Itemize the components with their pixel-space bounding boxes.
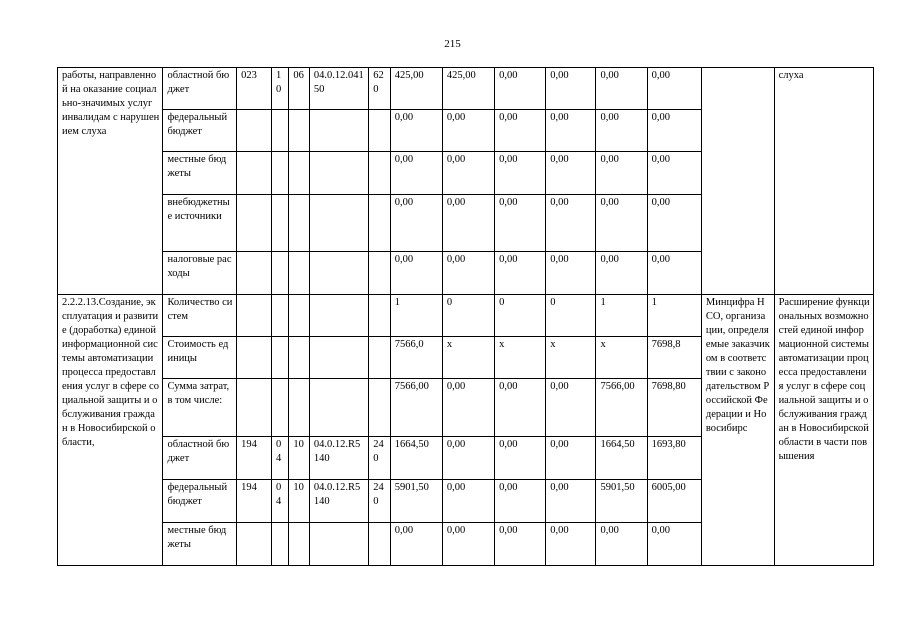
- rz-cell: 04: [271, 437, 288, 480]
- value-cell: 1: [596, 295, 647, 337]
- value-cell: x: [495, 337, 546, 379]
- value-cell: 0,00: [596, 110, 647, 152]
- pr-cell: [289, 195, 309, 252]
- value-cell: 0,00: [390, 195, 442, 252]
- value-cell: 0,00: [546, 195, 596, 252]
- vr-cell: 240: [369, 480, 391, 523]
- rz-cell: [271, 523, 288, 566]
- table-row: [58, 295, 874, 337]
- csr-cell: [309, 152, 368, 195]
- rz-cell: 10: [271, 68, 288, 110]
- csr-cell: 04.0.12.04150: [309, 68, 368, 110]
- value-cell: 0,00: [647, 68, 701, 110]
- value-cell: 0,00: [390, 110, 442, 152]
- executor-cell: [701, 68, 774, 295]
- csr-cell: [309, 110, 368, 152]
- csr-cell: 04.0.12.R5140: [309, 437, 368, 480]
- funding-source-cell: местные бюджеты: [163, 152, 237, 195]
- value-cell: 0,00: [495, 68, 546, 110]
- value-cell: 0: [442, 295, 494, 337]
- csr-cell: 04.0.12.R5140: [309, 480, 368, 523]
- value-cell: 0,00: [390, 252, 442, 295]
- value-cell: 0,00: [390, 523, 442, 566]
- table-row: [58, 68, 874, 110]
- rz-cell: [271, 195, 288, 252]
- value-cell: 0,00: [647, 523, 701, 566]
- pr-cell: [289, 379, 309, 437]
- vr-cell: [369, 110, 391, 152]
- value-cell: 0,00: [647, 152, 701, 195]
- value-cell: 1: [647, 295, 701, 337]
- program-table: [57, 67, 874, 566]
- vr-cell: [369, 252, 391, 295]
- pr-cell: [289, 110, 309, 152]
- pr-cell: [289, 295, 309, 337]
- funding-source-cell: местные бюджеты: [163, 523, 237, 566]
- gr-cell: [237, 295, 272, 337]
- activity-name-cell: 2.2.2.13.Создание, эксплуатация и развитие (доработка) единой информационной системы автоматизации процесса предоставления услуг в сфере социальной защиты и обслуживания граждан в Новосибирской области,: [58, 295, 163, 566]
- value-cell: 0,00: [596, 195, 647, 252]
- gr-cell: [237, 195, 272, 252]
- value-cell: 0,00: [546, 68, 596, 110]
- value-cell: 0,00: [495, 195, 546, 252]
- value-cell: x: [596, 337, 647, 379]
- gr-cell: [237, 110, 272, 152]
- value-cell: 0,00: [442, 195, 494, 252]
- value-cell: 0,00: [442, 152, 494, 195]
- funding-source-cell: областной бюджет: [163, 437, 237, 480]
- value-cell: 0,00: [442, 110, 494, 152]
- funding-source-cell: федеральный бюджет: [163, 110, 237, 152]
- value-cell: 0,00: [495, 437, 546, 480]
- rz-cell: [271, 152, 288, 195]
- value-cell: 0,00: [495, 152, 546, 195]
- rz-cell: [271, 379, 288, 437]
- value-cell: 0,00: [442, 252, 494, 295]
- funding-source-cell: Сумма затрат, в том числе:: [163, 379, 237, 437]
- vr-cell: [369, 152, 391, 195]
- funding-source-cell: областной бюджет: [163, 68, 237, 110]
- pr-cell: [289, 152, 309, 195]
- value-cell: 0,00: [647, 252, 701, 295]
- vr-cell: [369, 523, 391, 566]
- pr-cell: [289, 523, 309, 566]
- value-cell: 7566,00: [390, 379, 442, 437]
- value-cell: 6005,00: [647, 480, 701, 523]
- value-cell: x: [442, 337, 494, 379]
- rz-cell: [271, 337, 288, 379]
- value-cell: 0,00: [546, 252, 596, 295]
- value-cell: 0: [546, 295, 596, 337]
- value-cell: 0,00: [495, 480, 546, 523]
- value-cell: 0,00: [546, 379, 596, 437]
- gr-cell: [237, 337, 272, 379]
- value-cell: 0: [495, 295, 546, 337]
- value-cell: 425,00: [442, 68, 494, 110]
- vr-cell: 240: [369, 437, 391, 480]
- funding-source-cell: налоговые расходы: [163, 252, 237, 295]
- value-cell: x: [546, 337, 596, 379]
- funding-source-cell: Количество систем: [163, 295, 237, 337]
- vr-cell: [369, 295, 391, 337]
- value-cell: 1: [390, 295, 442, 337]
- value-cell: 7698,8: [647, 337, 701, 379]
- gr-cell: 194: [237, 437, 272, 480]
- value-cell: 0,00: [647, 195, 701, 252]
- value-cell: 1664,50: [390, 437, 442, 480]
- value-cell: 5901,50: [390, 480, 442, 523]
- value-cell: 7698,80: [647, 379, 701, 437]
- gr-cell: [237, 379, 272, 437]
- value-cell: 0,00: [546, 152, 596, 195]
- funding-source-cell: федеральный бюджет: [163, 480, 237, 523]
- csr-cell: [309, 252, 368, 295]
- value-cell: 0,00: [647, 110, 701, 152]
- value-cell: 0,00: [495, 110, 546, 152]
- activity-name-cell: работы, направленной на оказание социально-значимых услуг инвалидам с нарушением слуха: [58, 68, 163, 295]
- value-cell: 1693,80: [647, 437, 701, 480]
- funding-source-cell: Стоимость единицы: [163, 337, 237, 379]
- value-cell: 0,00: [596, 523, 647, 566]
- value-cell: 0,00: [390, 152, 442, 195]
- value-cell: 0,00: [495, 379, 546, 437]
- csr-cell: [309, 379, 368, 437]
- gr-cell: 194: [237, 480, 272, 523]
- csr-cell: [309, 295, 368, 337]
- gr-cell: [237, 523, 272, 566]
- csr-cell: [309, 195, 368, 252]
- vr-cell: [369, 379, 391, 437]
- funding-source-cell: внебюджетные источники: [163, 195, 237, 252]
- value-cell: 1664,50: [596, 437, 647, 480]
- value-cell: 425,00: [390, 68, 442, 110]
- value-cell: 7566,00: [596, 379, 647, 437]
- value-cell: 0,00: [546, 110, 596, 152]
- value-cell: 0,00: [495, 523, 546, 566]
- csr-cell: [309, 337, 368, 379]
- value-cell: 5901,50: [596, 480, 647, 523]
- value-cell: 0,00: [442, 437, 494, 480]
- csr-cell: [309, 523, 368, 566]
- vr-cell: [369, 195, 391, 252]
- value-cell: 0,00: [442, 523, 494, 566]
- pr-cell: [289, 337, 309, 379]
- value-cell: 0,00: [596, 68, 647, 110]
- pr-cell: 10: [289, 480, 309, 523]
- pr-cell: 10: [289, 437, 309, 480]
- value-cell: 0,00: [596, 152, 647, 195]
- value-cell: 0,00: [546, 523, 596, 566]
- executor-cell: Минцифра НСО, организации, определяемые заказчиком в соответствии с законодательством Российской Федерации и Новосибирс: [701, 295, 774, 566]
- pr-cell: [289, 252, 309, 295]
- pr-cell: 06: [289, 68, 309, 110]
- value-cell: 0,00: [596, 252, 647, 295]
- value-cell: 7566,0: [390, 337, 442, 379]
- page-number: 215: [444, 38, 461, 50]
- vr-cell: 620: [369, 68, 391, 110]
- rz-cell: [271, 252, 288, 295]
- gr-cell: [237, 152, 272, 195]
- value-cell: 0,00: [442, 480, 494, 523]
- value-cell: 0,00: [442, 379, 494, 437]
- rz-cell: [271, 110, 288, 152]
- rz-cell: [271, 295, 288, 337]
- gr-cell: 023: [237, 68, 272, 110]
- expected-result-cell: слуха: [774, 68, 873, 295]
- value-cell: 0,00: [546, 437, 596, 480]
- expected-result-cell: Расширение функциональных возможностей единой информационной системы автоматизации процесса предоставления услуг в сфере социальной защиты и обслуживания граждан в Новосибирской области в части повышения: [774, 295, 873, 566]
- value-cell: 0,00: [546, 480, 596, 523]
- value-cell: 0,00: [495, 252, 546, 295]
- rz-cell: 04: [271, 480, 288, 523]
- gr-cell: [237, 252, 272, 295]
- vr-cell: [369, 337, 391, 379]
